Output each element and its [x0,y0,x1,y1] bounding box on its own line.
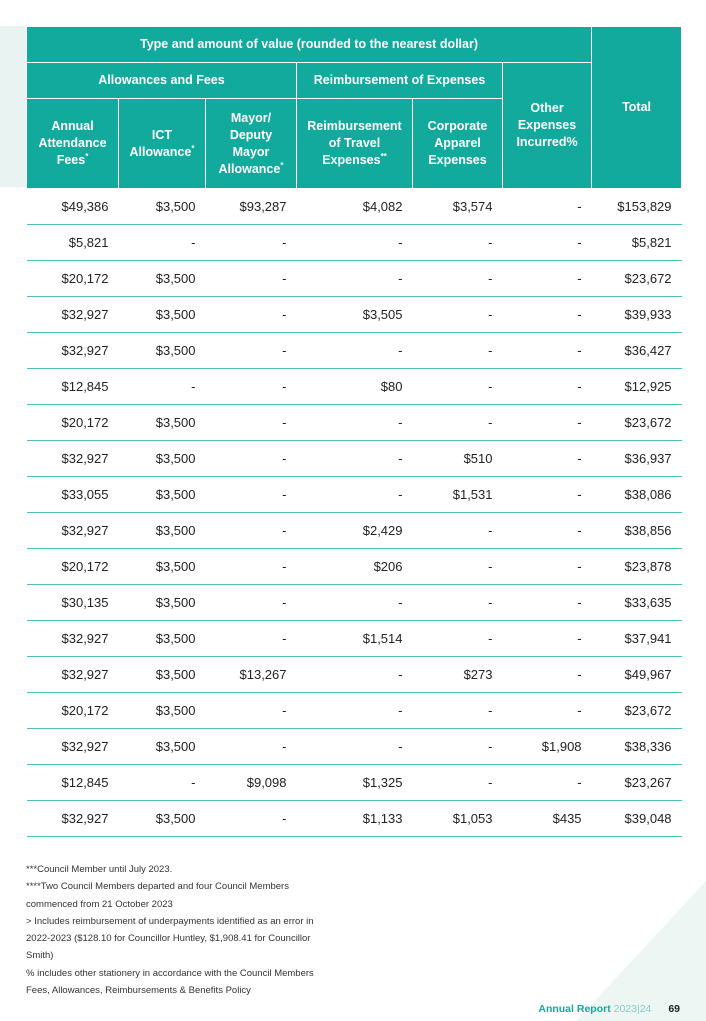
other-expenses-cell: - [503,549,592,585]
travel-expenses-cell: - [297,585,413,621]
total-cell: $23,672 [592,405,682,441]
table-body [27,189,682,837]
ict-allowance-cell: $3,500 [119,585,206,621]
total-cell: $39,048 [592,801,682,837]
table-row [27,801,682,837]
table-row [27,261,682,297]
travel-expenses-cell: $4,082 [297,189,413,225]
ict-allowance-header: ICT Allowance* [119,99,206,189]
ict-allowance-cell: $3,500 [119,621,206,657]
total-cell: $39,933 [592,297,682,333]
travel-expenses-cell: $80 [297,369,413,405]
ict-allowance-cell: $3,500 [119,297,206,333]
ict-allowance-cell: $3,500 [119,477,206,513]
corner-decoration [576,881,706,1021]
table-row [27,369,682,405]
annual-attendance-cell: $32,927 [27,333,119,369]
ict-allowance-cell: $3,500 [119,189,206,225]
report-year: 2023|24 [613,1003,652,1015]
annual-attendance-fees-header: Annual Attendance Fees* [27,99,119,189]
mayor-allowance-cell: - [206,621,297,657]
travel-expenses-cell: $2,429 [297,513,413,549]
table-row [27,549,682,585]
mayor-allowance-cell: - [206,261,297,297]
ict-allowance-cell: $3,500 [119,261,206,297]
table-row [27,585,682,621]
annual-attendance-cell: $32,927 [27,729,119,765]
other-expenses-cell: - [503,333,592,369]
travel-expenses-cell: - [297,657,413,693]
apparel-expenses-cell: - [413,513,503,549]
apparel-expenses-cell: $1,531 [413,477,503,513]
apparel-expenses-cell: $273 [413,657,503,693]
annual-attendance-cell: $12,845 [27,765,119,801]
mayor-allowance-cell: - [206,801,297,837]
table-row [27,657,682,693]
table-row [27,189,682,225]
mayor-allowance-cell: - [206,585,297,621]
table-row [27,765,682,801]
footnote: ***Council Member until July 2023. [26,864,173,875]
travel-expenses-cell: - [297,261,413,297]
type-amount-header: Type and amount of value (rounded to the nearest dollar) [27,27,592,63]
total-cell: $23,672 [592,693,682,729]
other-expenses-cell: $435 [503,801,592,837]
apparel-expenses-cell: - [413,405,503,441]
travel-expenses-cell: - [297,477,413,513]
table-row [27,729,682,765]
total-cell: $38,336 [592,729,682,765]
annual-attendance-cell: $20,172 [27,693,119,729]
annual-attendance-cell: $32,927 [27,297,119,333]
apparel-expenses-cell: - [413,369,503,405]
other-expenses-cell: - [503,585,592,621]
other-expenses-cell: - [503,297,592,333]
ict-allowance-cell: $3,500 [119,513,206,549]
table-row [27,693,682,729]
total-cell: $153,829 [592,189,682,225]
annual-attendance-cell: $20,172 [27,261,119,297]
mayor-allowance-cell: - [206,513,297,549]
total-cell: $38,856 [592,513,682,549]
annual-attendance-cell: $32,927 [27,513,119,549]
other-expenses-cell: - [503,405,592,441]
footnotes [26,861,336,999]
mayor-allowance-header: Mayor/ Deputy Mayor Allowance* [206,99,297,189]
footnote: > Includes reimbursement of underpayments identified as an error in 2022-2023 ($128.10 for Councillor Huntley, $1,908.41 for Councillor Smith) [26,915,314,962]
ict-allowance-cell: - [119,225,206,261]
table-row [27,297,682,333]
travel-expenses-cell: $206 [297,549,413,585]
apparel-expenses-cell: - [413,765,503,801]
other-expenses-cell: - [503,441,592,477]
mayor-allowance-cell: - [206,369,297,405]
ict-allowance-cell: $3,500 [119,441,206,477]
annual-attendance-cell: $32,927 [27,621,119,657]
apparel-expenses-cell: - [413,729,503,765]
apparel-expenses-cell: - [413,297,503,333]
travel-expenses-cell: - [297,729,413,765]
ict-allowance-cell: $3,500 [119,549,206,585]
annual-attendance-cell: $32,927 [27,441,119,477]
travel-expenses-header: Reimbursement of Travel Expenses** [297,99,413,189]
table-row [27,333,682,369]
annual-attendance-cell: $33,055 [27,477,119,513]
annual-attendance-cell: $49,386 [27,189,119,225]
apparel-expenses-cell: - [413,585,503,621]
other-expenses-cell: - [503,657,592,693]
total-header: Total [592,27,682,189]
travel-expenses-cell: - [297,693,413,729]
travel-expenses-cell: - [297,225,413,261]
table-row [27,621,682,657]
total-cell: $36,937 [592,441,682,477]
apparel-expenses-header: Corporate Apparel Expenses [413,99,503,189]
mayor-allowance-cell: $9,098 [206,765,297,801]
table-row [27,405,682,441]
annual-attendance-cell: $20,172 [27,549,119,585]
mayor-allowance-cell: - [206,693,297,729]
other-expenses-header: Other Expenses Incurred% [503,63,592,189]
table-row [27,225,682,261]
annual-attendance-cell: $20,172 [27,405,119,441]
apparel-expenses-cell: - [413,333,503,369]
other-expenses-cell: - [503,369,592,405]
mayor-allowance-cell: - [206,225,297,261]
ict-allowance-cell: - [119,765,206,801]
other-expenses-cell: - [503,765,592,801]
allowances-fees-header: Allowances and Fees [27,63,297,99]
other-expenses-cell: - [503,225,592,261]
mayor-allowance-cell: $93,287 [206,189,297,225]
footnote: % includes other stationery in accordance with the Council Members Fees, Allowances, Reimbursements & Benefits Policy [26,967,314,997]
ict-allowance-cell: $3,500 [119,801,206,837]
apparel-expenses-cell: $3,574 [413,189,503,225]
apparel-expenses-cell: - [413,693,503,729]
other-expenses-cell: - [503,693,592,729]
other-expenses-cell: - [503,189,592,225]
table-row [27,441,682,477]
ict-allowance-cell: $3,500 [119,693,206,729]
ict-allowance-cell: $3,500 [119,729,206,765]
mayor-allowance-cell: $13,267 [206,657,297,693]
total-cell: $12,925 [592,369,682,405]
total-cell: $23,672 [592,261,682,297]
other-expenses-cell: - [503,513,592,549]
mayor-allowance-cell: - [206,549,297,585]
council-fees-table [26,26,682,837]
footnote: ****Two Council Members departed and four Council Members commenced from 21 October 2023 [26,881,289,910]
other-expenses-cell: $1,908 [503,729,592,765]
apparel-expenses-cell: $510 [413,441,503,477]
total-cell: $23,878 [592,549,682,585]
total-cell: $23,267 [592,765,682,801]
apparel-expenses-cell: - [413,621,503,657]
other-expenses-cell: - [503,621,592,657]
apparel-expenses-cell: - [413,225,503,261]
annual-attendance-cell: $30,135 [27,585,119,621]
ict-allowance-cell: $3,500 [119,333,206,369]
apparel-expenses-cell: - [413,549,503,585]
travel-expenses-cell: $3,505 [297,297,413,333]
travel-expenses-cell: - [297,333,413,369]
page-footer [538,1003,680,1015]
ict-allowance-cell: $3,500 [119,657,206,693]
apparel-expenses-cell: $1,053 [413,801,503,837]
annual-attendance-cell: $5,821 [27,225,119,261]
mayor-allowance-cell: - [206,441,297,477]
mayor-allowance-cell: - [206,405,297,441]
annual-attendance-cell: $32,927 [27,657,119,693]
annual-attendance-cell: $32,927 [27,801,119,837]
annual-attendance-cell: $12,845 [27,369,119,405]
ict-allowance-cell: $3,500 [119,405,206,441]
total-cell: $49,967 [592,657,682,693]
travel-expenses-cell: - [297,405,413,441]
mayor-allowance-cell: - [206,477,297,513]
page-number: 69 [668,1003,680,1015]
total-cell: $5,821 [592,225,682,261]
report-title: Annual Report [538,1003,611,1015]
total-cell: $36,427 [592,333,682,369]
ict-allowance-cell: - [119,369,206,405]
other-expenses-cell: - [503,261,592,297]
table-row [27,477,682,513]
travel-expenses-cell: $1,514 [297,621,413,657]
apparel-expenses-cell: - [413,261,503,297]
travel-expenses-cell: - [297,441,413,477]
mayor-allowance-cell: - [206,297,297,333]
table-row [27,513,682,549]
travel-expenses-cell: $1,325 [297,765,413,801]
mayor-allowance-cell: - [206,729,297,765]
left-tint-band [0,26,26,187]
travel-expenses-cell: $1,133 [297,801,413,837]
reimbursement-header: Reimbursement of Expenses [297,63,503,99]
other-expenses-cell: - [503,477,592,513]
mayor-allowance-cell: - [206,333,297,369]
total-cell: $37,941 [592,621,682,657]
total-cell: $38,086 [592,477,682,513]
total-cell: $33,635 [592,585,682,621]
